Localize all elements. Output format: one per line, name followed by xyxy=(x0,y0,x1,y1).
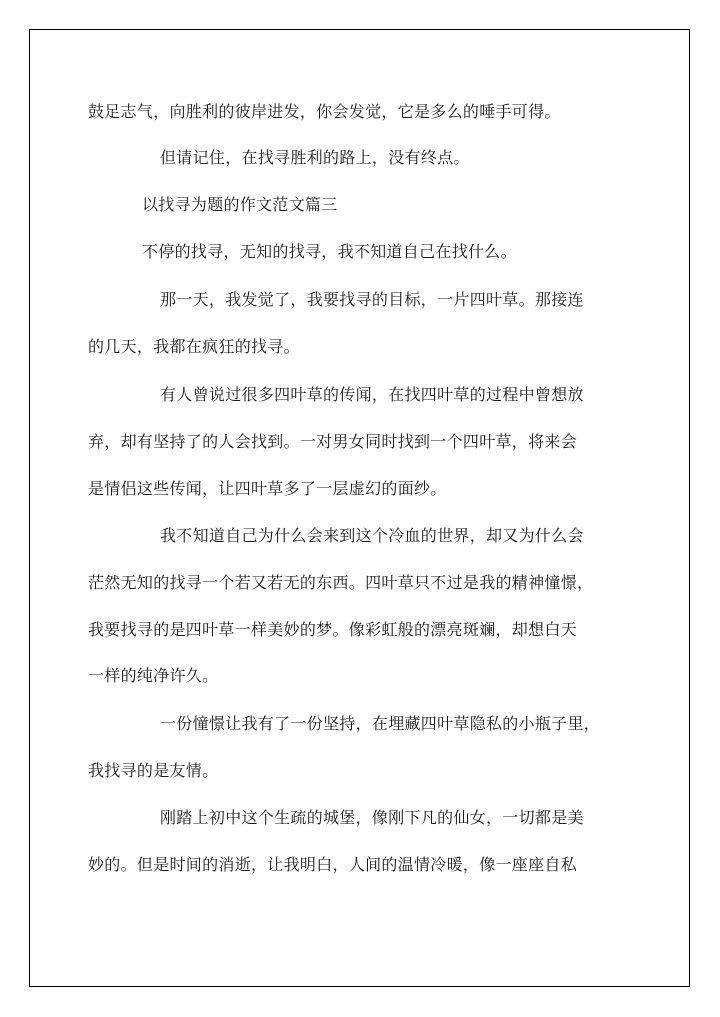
text-line: 妙的。但是时间的消逝，让我明白，人间的温情冷暖，像一座座自私 xyxy=(88,855,578,874)
text-line: 茫然无知的找寻一个若又若无的东西。四叶草只不过是我的精神憧憬， xyxy=(88,573,594,592)
text-line: 那一天，我发觉了，我要找寻的目标，一片四叶草。那接连 xyxy=(160,290,584,309)
text-line: 一样的纯净许久。 xyxy=(88,666,219,685)
text-line: 的几天，我都在疯狂的找寻。 xyxy=(88,337,300,356)
text-line: 不停的找寻，无知的找寻，我不知道自己在找什么。 xyxy=(142,242,517,261)
text-line: 刚踏上初中这个生疏的城堡，像刚下凡的仙女，一切都是美 xyxy=(160,808,584,827)
text-line: 但请记住，在找寻胜利的路上，没有终点。 xyxy=(160,148,470,167)
section-heading: 以找寻为题的作文范文篇三 xyxy=(142,195,338,214)
text-line: 我要找寻的是四叶草一样美妙的梦。像彩虹般的漂亮斑斓，却想白天 xyxy=(88,620,578,639)
text-line: 弃，却有坚持了的人会找到。一对男女同时找到一个四叶草，将来会 xyxy=(88,432,578,451)
text-line: 我不知道自己为什么会来到这个冷血的世界，却又为什么会 xyxy=(160,526,584,545)
page-border xyxy=(29,29,690,987)
text-line: 一份憧憬让我有了一份坚持，在埋藏四叶草隐私的小瓶子里， xyxy=(160,714,601,733)
text-line: 是情侣这些传闻，让四叶草多了一层虚幻的面纱。 xyxy=(88,479,447,498)
text-line: 鼓足志气，向胜利的彼岸进发，你会发觉，它是多么的唾手可得。 xyxy=(88,102,561,121)
text-line: 有人曾说过很多四叶草的传闻，在找四叶草的过程中曾想放 xyxy=(160,385,584,404)
text-line: 我找寻的是友情。 xyxy=(88,761,219,780)
